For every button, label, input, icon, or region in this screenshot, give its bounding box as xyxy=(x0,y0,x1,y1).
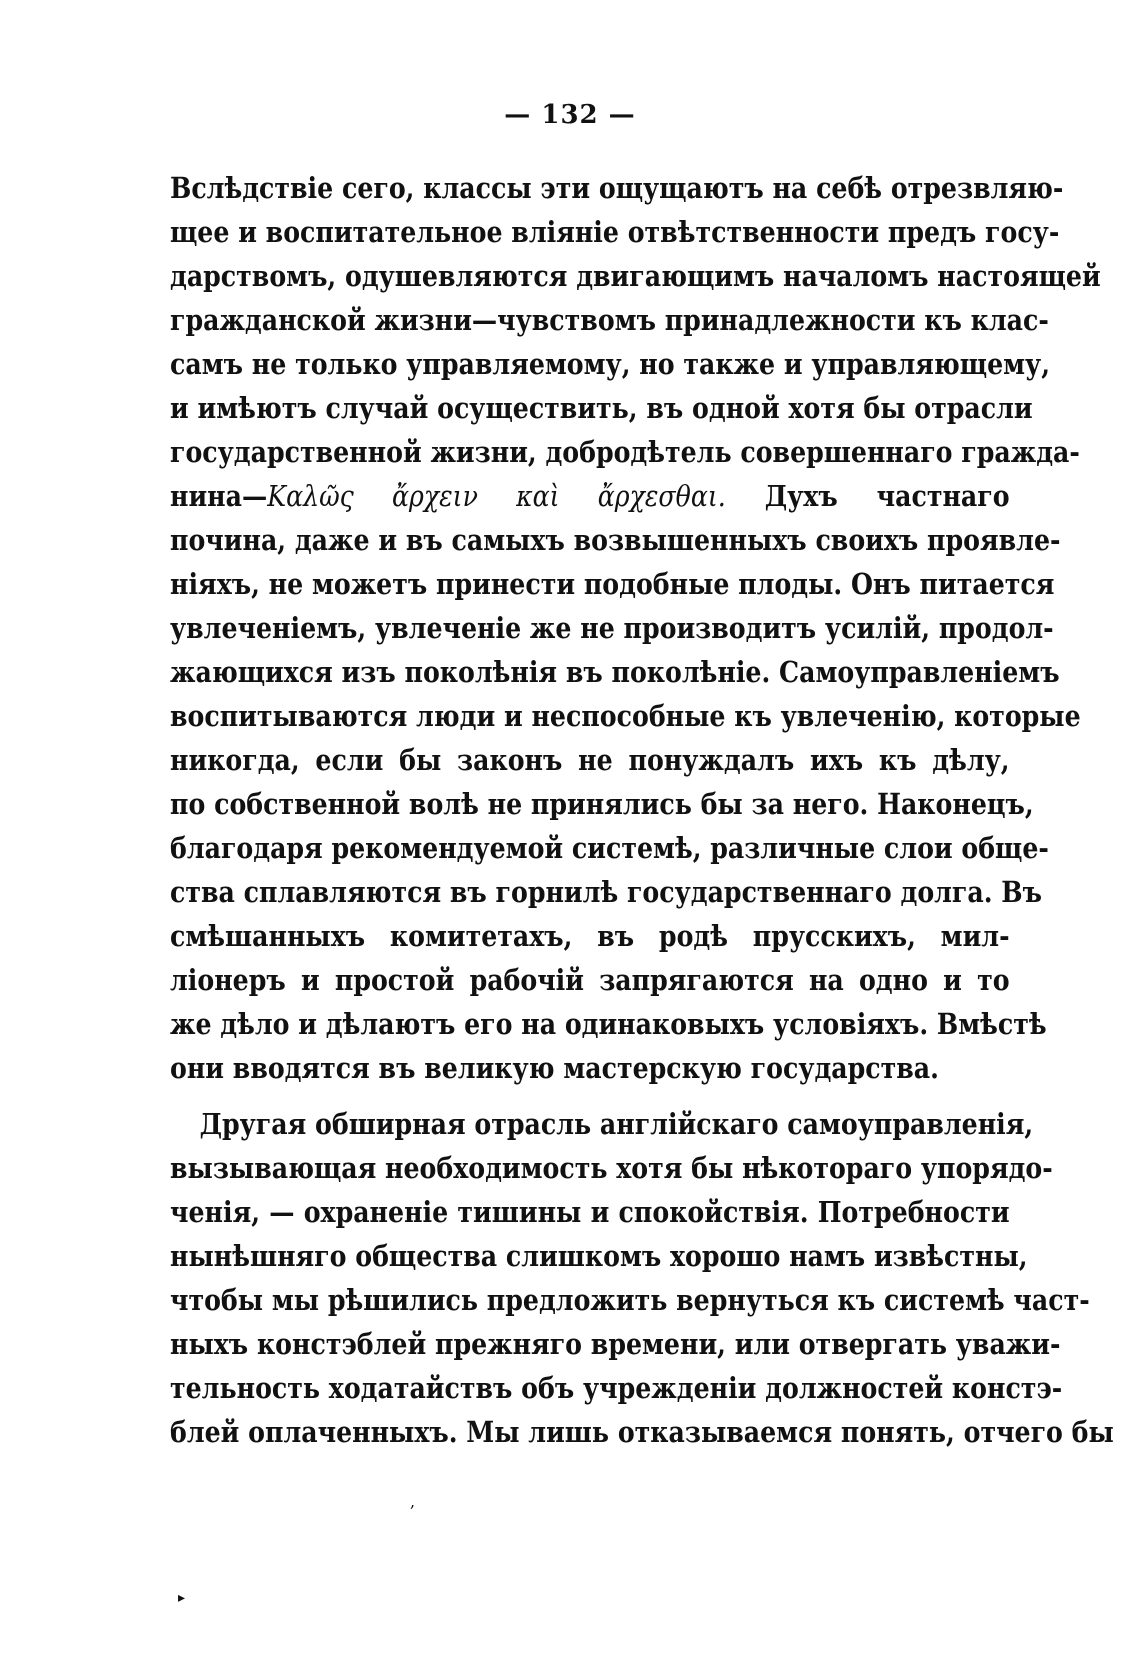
text-line: Другая обширная отрасль англійскаго самоуправленія, xyxy=(199,1107,1034,1141)
text-line: ства сплавляются въ горнилѣ государственнаго долга. Въ xyxy=(170,875,1042,909)
text-line: никогда, если бы законъ не понуждалъ ихъ къ дѣлу, xyxy=(170,743,1010,777)
paragraph-2 xyxy=(170,1102,1114,1454)
text-line: они вводятся въ великую мастерскую государства. xyxy=(170,1051,939,1085)
text-line: ліонеръ и простой рабочій запрягаются на одно и то xyxy=(170,963,1010,997)
text-line: блей оплаченныхъ. Мы лишь отказываемся понять, отчего бы xyxy=(170,1415,1114,1449)
text-line: смѣшанныхъ комитетахъ, въ родѣ прусскихъ, мил- xyxy=(170,919,1010,953)
line-suffix: Духъ частнаго xyxy=(725,479,1010,513)
line-prefix: нина— xyxy=(170,479,268,513)
text-line: ченія, — охраненіе тишины и спокойствія. Потребности xyxy=(170,1195,1010,1229)
greek-quote: Καλῶς ἄρχειν καὶ ἄρχεσθαι. xyxy=(267,479,726,513)
text-line: и имѣютъ случай осуществить, въ одной хотя бы отрасли xyxy=(170,391,1033,425)
text-line: вызывающая необходимость хотя бы нѣкотораго упорядо- xyxy=(170,1151,1053,1185)
text-line-greek-quote xyxy=(170,474,1010,518)
text-line: нынѣшняго общества слишкомъ хорошо намъ извѣстны, xyxy=(170,1239,1028,1273)
paragraph-1 xyxy=(170,166,1101,1090)
text-line: почина, даже и въ самыхъ возвышенныхъ своихъ проявле- xyxy=(170,523,1061,557)
text-line: чтобы мы рѣшились предложить вернуться къ системѣ част- xyxy=(170,1283,1090,1317)
text-line: благодаря рекомендуемой системѣ, различные слои обще- xyxy=(170,831,1049,865)
scan-speck: ▸ xyxy=(178,1590,186,1606)
text-line: же дѣло и дѣлаютъ его на одинаковыхъ условіяхъ. Вмѣстѣ xyxy=(170,1007,1047,1041)
text-line: тельность ходатайствъ объ учрежденіи должностей констэ- xyxy=(170,1371,1063,1405)
text-line: Вслѣдствіе сего, классы эти ощущаютъ на себѣ отрезвляю- xyxy=(170,171,1064,205)
text-line: по собственной волѣ не принялись бы за него. Наконецъ, xyxy=(170,787,1034,821)
text-line: самъ не только управляемому, но также и управляющему, xyxy=(170,347,1051,381)
body-text xyxy=(170,166,1114,1454)
text-line: гражданской жизни—чувствомъ принадлежности къ клас- xyxy=(170,303,1049,337)
text-line: воспитываются люди и неспособные къ увлеченію, которые xyxy=(170,699,1081,733)
text-line: дарствомъ, одушевляются двигающимъ началомъ настоящей xyxy=(170,259,1101,293)
text-line: жающихся изъ поколѣнія въ поколѣніе. Самоуправленіемъ xyxy=(170,655,1060,689)
text-line: государственной жизни, добродѣтель совершеннаго гражда- xyxy=(170,435,1080,469)
text-line: ныхъ констэблей прежняго времени, или отвергать уважи- xyxy=(170,1327,1061,1361)
text-line: щее и воспитательное вліяніе отвѣтственности предъ госу- xyxy=(170,215,1060,249)
scan-speck: , xyxy=(410,1492,416,1511)
page-number: — 132 — xyxy=(504,100,636,130)
text-line: увлеченіемъ, увлеченіе же не производитъ усилій, продол- xyxy=(170,611,1054,645)
text-line: ніяхъ, не можетъ принести подобные плоды. Онъ питается xyxy=(170,567,1055,601)
